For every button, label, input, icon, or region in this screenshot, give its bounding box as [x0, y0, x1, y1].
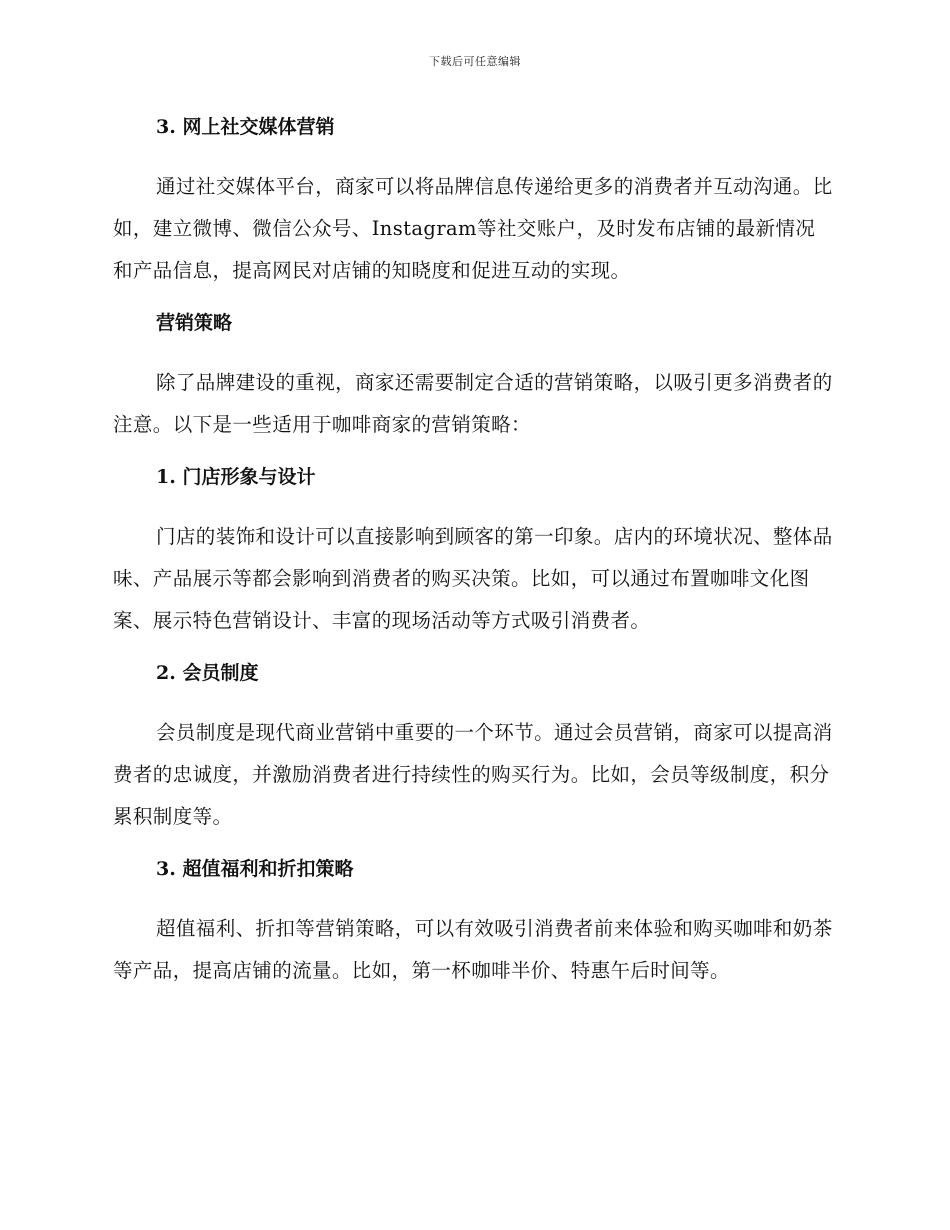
- section-heading-discounts: 3. 超值福利和折扣策略: [156, 858, 354, 880]
- paragraph-membership: 会员制度是现代商业营销中重要的一个环节。通过会员营销，商家可以提高消费者的忠诚度，并激励消费者进行持续性的购买行为。比如，会员等级制度，积分累积制度等。: [113, 721, 833, 828]
- document-body: [113, 112, 835, 1008]
- paragraph-marketing-strategy: 除了品牌建设的重视，商家还需要制定合适的营销策略，以吸引更多消费者的注意。以下是一些适用于咖啡商家的营销策略：: [113, 371, 833, 436]
- section-heading-store-design: 1. 门店形象与设计: [156, 466, 316, 488]
- paragraph-discounts: 超值福利、折扣等营销策略，可以有效吸引消费者前来体验和购买咖啡和奶茶等产品，提高店铺的流量。比如，第一杯咖啡半价、特惠午后时间等。: [113, 917, 833, 982]
- section-heading-social-media: 3. 网上社交媒体营销: [156, 116, 335, 138]
- paragraph-store-design: 门店的装饰和设计可以直接影响到顾客的第一印象。店内的环境状况、整体品味、产品展示等都会影响到消费者的购买决策。比如，可以通过布置咖啡文化图案、展示特色营销设计、丰富的现场活动等方式吸引消费者。: [113, 525, 833, 632]
- section-heading-membership: 2. 会员制度: [156, 662, 259, 684]
- section-heading-marketing-strategy: 营销策略: [156, 312, 233, 334]
- paragraph-social-media: 通过社交媒体平台，商家可以将品牌信息传递给更多的消费者并互动沟通。比如，建立微博、微信公众号、Instagram等社交账户，及时发布店铺的最新情况和产品信息，提高网民对店铺的知晓度和促进互动的实现。: [113, 175, 833, 282]
- page-header: 下载后可任意编辑: [429, 55, 521, 68]
